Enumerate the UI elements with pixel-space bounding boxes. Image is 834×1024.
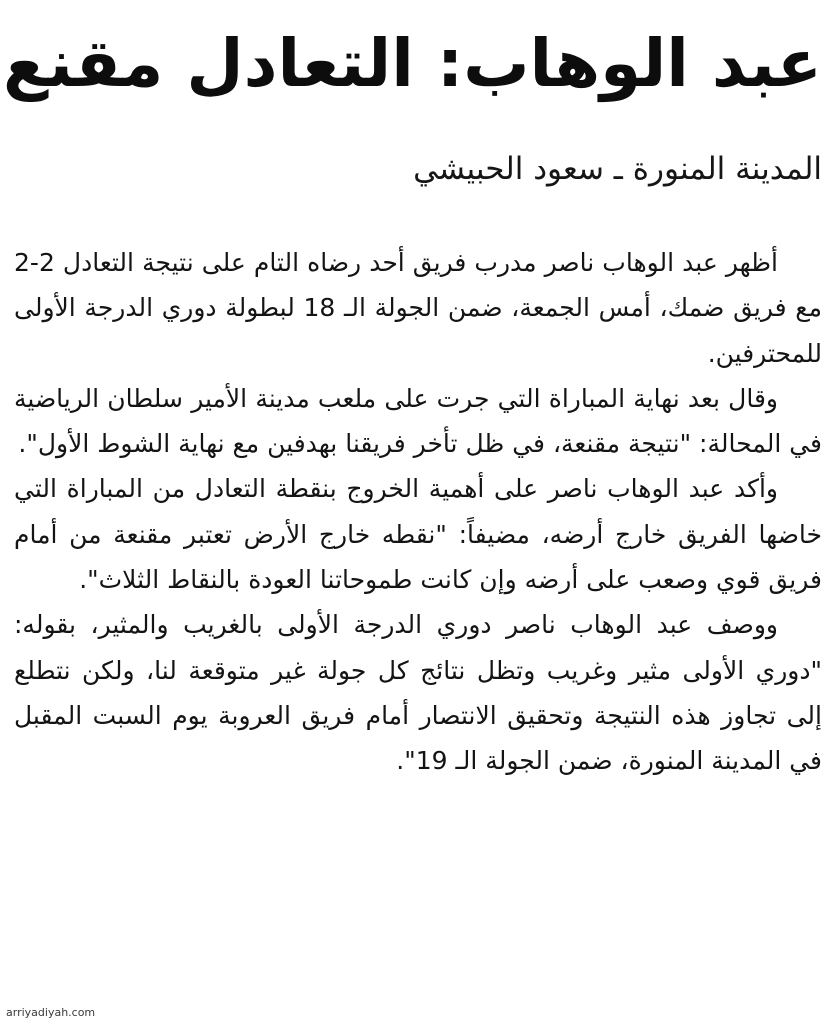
article-body [14, 240, 822, 784]
source-watermark: arriyadiyah.com [6, 1006, 96, 1019]
article-headline: عبد الوهاب: التعادل مقنع [2, 25, 822, 102]
body-paragraph: ووصف عبد الوهاب ناصر دوري الدرجة الأولى بالغريب والمثير، بقوله: "دوري الأولى مثير وغريب وتظل نتائج كل جولة غير متوقعة لنا، ولكن نتطلع إلى تجاوز هذه النتيجة وتحقيق الانتصار أمام فريق العروبة يوم السبت المقبل في المدينة المنورة، ضمن الجولة الـ 19". [14, 610, 822, 776]
body-paragraph: وقال بعد نهاية المباراة التي جرت على ملعب مدينة الأمير سلطان الرياضية في المحالة: "نتيجة مقنعة، في ظل تأخر فريقنا بهدفين مع نهاية الشوط الأول". [14, 383, 822, 459]
article-byline: المدينة المنورة ـ سعود الحبيشي [413, 151, 822, 187]
news-article [2, 0, 822, 1024]
body-paragraph: وأكد عبد الوهاب ناصر على أهمية الخروج بنقطة التعادل من المباراة التي خاضها الفريق خارج أرضه، مضيفاً: "نقطه خارج الأرض تعتبر مقنعة من أمام فريق قوي وصعب على أرضه وإن كانت طموحاتنا العودة بالنقاط الثلاث". [14, 474, 822, 595]
body-paragraph: أظهر عبد الوهاب ناصر مدرب فريق أحد رضاه التام على نتيجة التعادل 2-2 مع فريق ضمك، أمس الجمعة، ضمن الجولة الـ 18 لبطولة دوري الدرجة الأولى للمحترفين. [14, 248, 822, 368]
